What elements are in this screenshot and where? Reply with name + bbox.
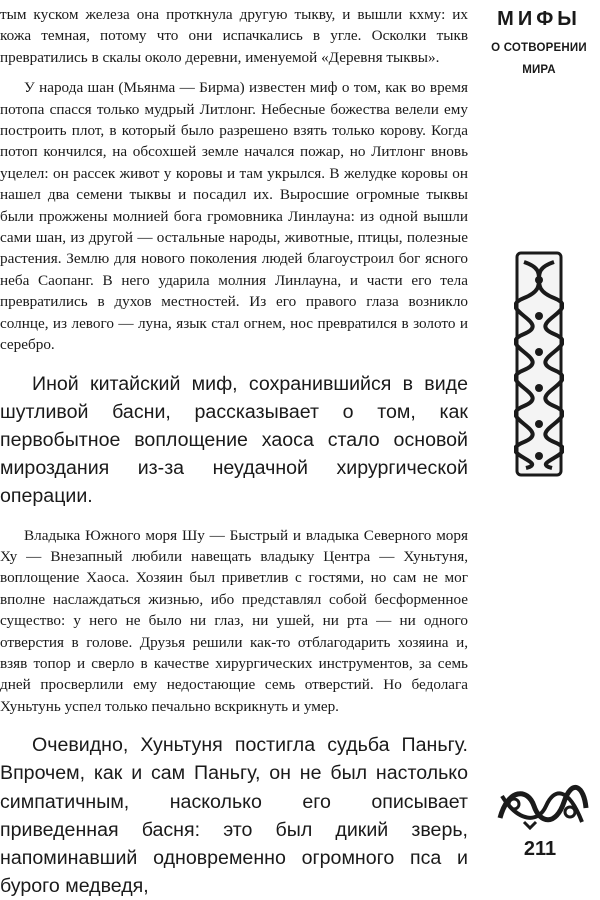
beast-ornament-icon [494,782,590,830]
running-head [484,8,594,81]
paragraph-chinese-myth-intro: Иной китайский миф, сохранившийся в виде шутливой басни, рассказывает о том, как первобытное воплощение хаоса стало основой мироздания из-за неудачной хирургической операции. [0,372,468,508]
page-number: 211 [523,838,557,860]
interlace-ornament-icon [514,250,564,478]
running-head-title: МИФЫ [497,8,581,30]
running-head-subtitle-line2: МИРА [522,64,556,76]
paragraph-huntun-fable: Владыка Южного моря Шу — Быстрый и владыка Северного моря Ху — Внезапный любили навещать владыку Центра — Хуньтуня, воплощение Хаоса. Хозяин был приветлив с гостями, но сам не мог вполне наслаждаться жизнью, ибо представлял собой бесформенное существо: у него не было ни глаз, ни ушей, ни рта — ни одного отверстия в голове. Друзья решили как-то отблагодарить хозяина и, взяв топор и сверло в качестве хирургических инструментов, за семь дней просверлили ему недостающие семь отверстий. Но бедолага Хуньтунь успел только печально вскрикнуть и умер. [0,526,468,715]
main-text-column [0,4,468,900]
paragraph-continuation: тым куском железа она проткнула другую тыкву, и вышли кхму: их кожа темная, потому что они испачкались в угле. Осколки тыкв превратились в скалы около деревни, именуемой «Деревня тыквы». [0,6,468,66]
paragraph-pangu-comparison: Очевидно, Хуньтуня постигла судьба Паньгу. Впрочем, как и сам Паньгу, он не был настолько симпатичным, насколько его описывает приведенная басня: это был дикий зверь, напоминавший одновременно огромного пса и бурого медведя, [0,734,468,898]
paragraph-shan-myth: У народа шан (Мьянма — Бирма) известен миф о том, как во время потопа спасся только мудрый Литлонг. Небесные божества велели ему построить плот, в который было разрешено взять только корову. Когда потоп кончился, на обсохшей земле начался пожар, но Литлонг вновь уцелел: он рассек живот у коровы и там укрылся. В желудке коровы он нашел два семени тыквы и посадил их. Выросшие огромные тыквы были прожжены молнией бога громовника Линлауна: из одной вышли сами шан, из другой — остальные народы, животные, птицы, полезные растения. Землю для нового поколения людей благоустроил бог ясного неба Саопанг. В него ударила молния Линлауна, и части его тела превратились в духов местностей. Из его правого глаза возникло солнце, из левого — луна, язык стал огнем, нос превратился в золото и серебро. [0,79,468,354]
running-head-subtitle-line1: О СОТВОРЕНИИ [491,42,587,54]
